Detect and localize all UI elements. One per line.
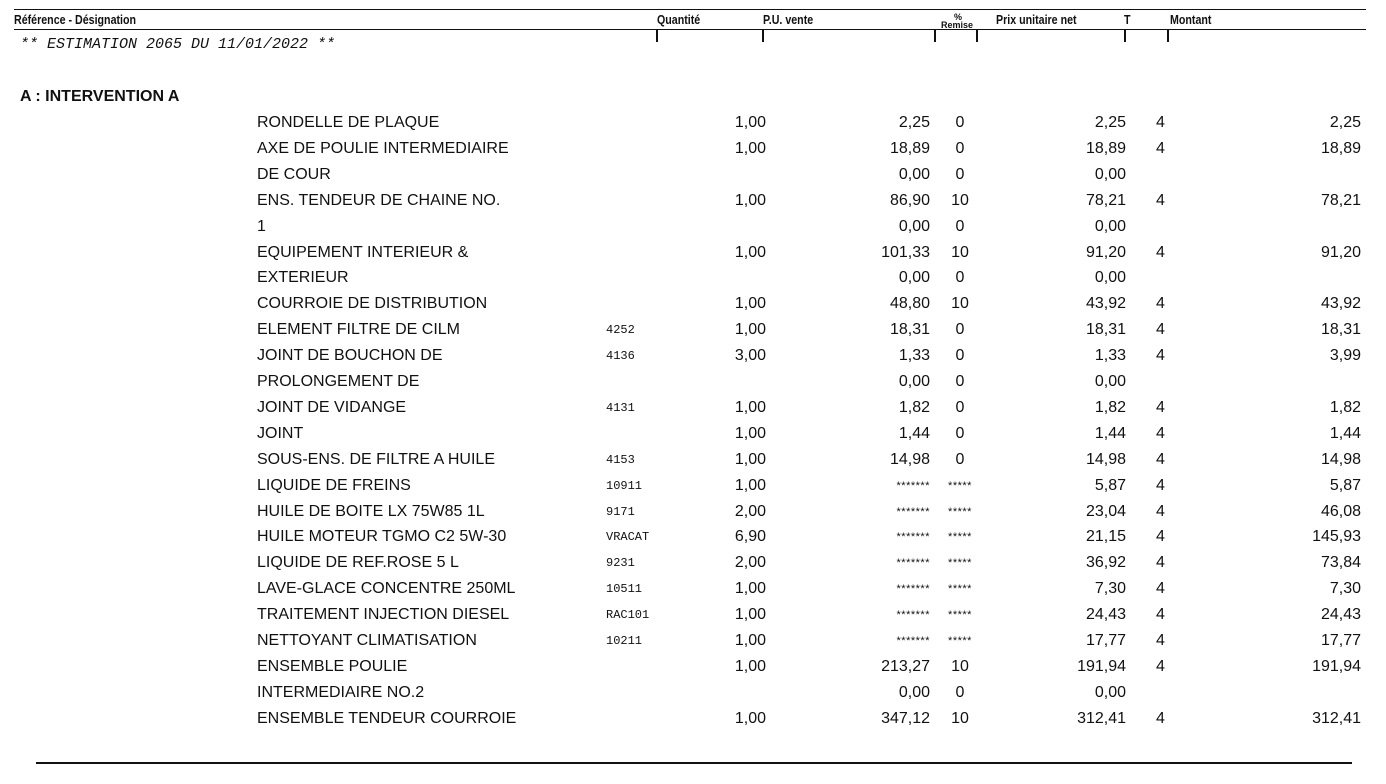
cell-tax-code: 4	[1156, 606, 1165, 624]
cell-discount: 0	[955, 424, 965, 442]
cell-designation: LIQUIDE DE FREINS	[257, 476, 411, 494]
cell-quantity: 1,00	[734, 450, 766, 468]
cell-net-unit-price: 23,04	[1085, 502, 1126, 520]
table-row	[0, 110, 1386, 136]
table-row	[0, 499, 1386, 525]
cell-quantity: 1,00	[734, 139, 766, 157]
cell-quantity: 1,00	[734, 321, 766, 339]
cell-designation: ENS. TENDEUR DE CHAINE NO.	[257, 191, 501, 209]
table-row	[0, 576, 1386, 602]
header-montant: Montant	[1170, 12, 1212, 27]
cell-tax-code: 4	[1156, 398, 1165, 416]
cell-net-unit-price: 24,43	[1085, 606, 1126, 624]
cell-net-unit-price: 36,92	[1085, 554, 1126, 572]
cell-unit-price: 1,82	[898, 398, 930, 416]
cell-amount: 3,99	[1329, 347, 1361, 365]
cell-unit-price: 18,89	[889, 139, 930, 157]
cell-discount: *****	[948, 479, 972, 492]
table-row	[0, 473, 1386, 499]
cell-tax-code: 4	[1156, 632, 1165, 649]
cell-tax-code: 4	[1156, 657, 1165, 675]
cell-reference-code: 9231	[606, 556, 635, 571]
cell-unit-price: *******	[896, 635, 930, 647]
cell-reference-code: VRACAT	[606, 530, 650, 545]
cell-quantity: 2,00	[734, 554, 766, 572]
cell-amount: 14,98	[1320, 450, 1361, 468]
cell-unit-price: 0,00	[898, 165, 930, 183]
cell-amount: 1,44	[1329, 424, 1361, 442]
cell-tax-code: 4	[1156, 450, 1165, 468]
column-tick	[934, 29, 936, 42]
cell-designation: COURROIE DE DISTRIBUTION	[257, 295, 488, 313]
cell-designation: PROLONGEMENT DE	[257, 373, 420, 390]
cell-designation: LAVE-GLACE CONCENTRE 250ML	[257, 580, 516, 598]
cell-amount: 5,87	[1329, 476, 1361, 494]
cell-amount: 73,84	[1320, 554, 1361, 572]
cell-net-unit-price: 91,20	[1085, 243, 1126, 261]
table-row	[0, 706, 1386, 732]
cell-discount: 0	[955, 398, 965, 416]
cell-designation: ENSEMBLE POULIE	[257, 657, 408, 675]
table-row	[0, 524, 1386, 550]
cell-quantity: 1,00	[734, 424, 766, 442]
table-row	[0, 628, 1386, 654]
cell-amount: 18,31	[1320, 321, 1361, 339]
cell-net-unit-price: 1,44	[1094, 424, 1126, 442]
table-row	[0, 291, 1386, 317]
cell-unit-price: *******	[896, 557, 930, 570]
cell-tax-code: 4	[1156, 114, 1165, 131]
column-tick	[656, 29, 658, 42]
cell-net-unit-price: 7,30	[1094, 580, 1126, 598]
cell-unit-price: 18,31	[889, 321, 930, 339]
column-tick	[1167, 29, 1169, 42]
cell-quantity: 6,90	[734, 528, 766, 546]
header-remise: Remise	[941, 20, 974, 30]
top-rule	[14, 9, 1366, 10]
cell-net-unit-price: 21,15	[1085, 528, 1126, 546]
cell-tax-code: 4	[1156, 191, 1165, 209]
cell-amount: 17,77	[1320, 632, 1361, 649]
cell-unit-price: 213,27	[881, 657, 930, 675]
cell-designation: LIQUIDE DE REF.ROSE 5 L	[257, 554, 459, 572]
cell-tax-code: 4	[1156, 528, 1165, 546]
cell-tax-code	[1156, 162, 1172, 188]
cell-designation: INTERMEDIAIRE NO.2	[257, 683, 425, 701]
table-row	[0, 395, 1386, 421]
cell-quantity: 1,00	[734, 632, 766, 649]
cell-quantity: 1,00	[734, 295, 766, 313]
table-row	[0, 680, 1386, 706]
cell-discount: 0	[955, 683, 965, 701]
cell-discount: *****	[948, 557, 972, 570]
estimation-line: ** ESTIMATION 2065 DU 11/01/2022 **	[20, 36, 336, 53]
cell-net-unit-price: 78,21	[1085, 191, 1126, 209]
cell-reference-code: 4252	[606, 323, 635, 338]
table-row	[0, 421, 1386, 447]
cell-discount: 10	[951, 709, 969, 727]
cell-unit-price: 0,00	[898, 683, 930, 701]
table-row	[0, 343, 1386, 369]
cell-unit-price: *******	[896, 583, 930, 596]
cell-net-unit-price: 0,00	[1094, 683, 1126, 701]
cell-unit-price: 101,33	[881, 243, 930, 261]
cell-discount: 0	[955, 217, 965, 235]
cell-designation: NETTOYANT CLIMATISATION	[257, 632, 477, 649]
cell-tax-code: 4	[1156, 502, 1165, 520]
cell-amount: 145,93	[1312, 528, 1361, 546]
cell-discount: *****	[948, 583, 972, 596]
column-tick	[762, 29, 764, 42]
cell-tax-code	[1156, 680, 1172, 706]
cell-reference-code: 9171	[606, 504, 635, 519]
cell-designation: EXTERIEUR	[257, 269, 349, 287]
cell-discount: 0	[955, 114, 965, 131]
cell-unit-price: 347,12	[881, 709, 930, 727]
cell-quantity: 1,00	[734, 114, 766, 131]
cell-tax-code	[1156, 369, 1172, 395]
table-row	[0, 447, 1386, 473]
table-row	[0, 136, 1386, 162]
cell-discount: 0	[955, 373, 965, 390]
cell-designation: JOINT DE VIDANGE	[257, 398, 407, 416]
cell-designation: ELEMENT FILTRE DE CILM	[257, 321, 460, 339]
cell-quantity: 1,00	[734, 191, 766, 209]
cell-unit-price: *******	[896, 479, 930, 492]
cell-quantity	[700, 214, 766, 240]
cell-discount: 0	[955, 139, 965, 157]
cell-quantity: 1,00	[734, 476, 766, 494]
cell-tax-code: 4	[1156, 295, 1165, 313]
cell-discount: *****	[948, 531, 972, 544]
cell-amount: 91,20	[1320, 243, 1361, 261]
cell-unit-price: *******	[896, 609, 930, 622]
cell-quantity	[700, 265, 766, 291]
cell-tax-code: 4	[1156, 139, 1165, 157]
cell-net-unit-price: 18,31	[1085, 321, 1126, 339]
cell-amount: 43,92	[1320, 295, 1361, 313]
header-t: T	[1124, 12, 1131, 27]
cell-designation: ENSEMBLE TENDEUR COURROIE	[257, 709, 517, 727]
cell-amount	[1250, 162, 1361, 188]
cell-discount: *****	[948, 505, 972, 518]
cell-quantity: 2,00	[734, 502, 766, 520]
cell-amount	[1250, 369, 1361, 395]
cell-unit-price: *******	[896, 505, 930, 518]
cell-discount: 0	[955, 165, 965, 183]
cell-designation: JOINT DE BOUCHON DE	[257, 347, 443, 365]
cell-discount: 10	[951, 657, 969, 675]
cell-unit-price: 48,80	[889, 295, 930, 313]
cell-quantity: 3,00	[734, 347, 766, 365]
cell-designation: JOINT	[257, 424, 304, 442]
cell-net-unit-price: 191,94	[1077, 657, 1126, 675]
header-rule	[14, 29, 1366, 30]
column-tick	[976, 29, 978, 42]
table-row	[0, 654, 1386, 680]
cell-designation: DE COUR	[257, 165, 331, 183]
column-tick	[1124, 29, 1126, 42]
cell-net-unit-price: 5,87	[1094, 476, 1126, 494]
cell-tax-code	[1156, 214, 1172, 240]
cell-amount	[1250, 265, 1361, 291]
cell-amount: 46,08	[1320, 502, 1361, 520]
cell-unit-price: 0,00	[898, 269, 930, 287]
cell-net-unit-price: 2,25	[1094, 114, 1126, 131]
table-row	[0, 214, 1386, 240]
cell-discount: 0	[955, 321, 965, 339]
header-quantite: Quantité	[657, 12, 701, 27]
cell-discount: *****	[948, 609, 972, 622]
cell-net-unit-price: 1,82	[1094, 398, 1126, 416]
table-row	[0, 240, 1386, 266]
cell-amount: 18,89	[1320, 139, 1361, 157]
cell-quantity: 1,00	[734, 398, 766, 416]
cell-quantity: 1,00	[734, 243, 766, 261]
cell-quantity	[700, 680, 766, 706]
header-reference: Référence - Désignation	[14, 12, 137, 27]
cell-net-unit-price: 43,92	[1085, 295, 1126, 313]
cell-tax-code: 4	[1156, 424, 1165, 442]
cell-tax-code: 4	[1156, 321, 1165, 339]
cell-net-unit-price: 0,00	[1094, 373, 1126, 390]
cell-tax-code: 4	[1156, 347, 1165, 365]
cell-tax-code: 4	[1156, 554, 1165, 572]
cell-discount: *****	[948, 635, 972, 647]
cell-designation: 1	[257, 217, 266, 235]
table-row	[0, 162, 1386, 188]
cell-quantity: 1,00	[734, 606, 766, 624]
table-row	[0, 550, 1386, 576]
cell-quantity: 1,00	[734, 580, 766, 598]
cell-designation: AXE DE POULIE INTERMEDIAIRE	[257, 139, 509, 157]
cell-discount: 10	[951, 191, 969, 209]
cell-designation: EQUIPEMENT INTERIEUR &	[257, 243, 469, 261]
cell-discount: 10	[951, 295, 969, 313]
cell-tax-code: 4	[1156, 709, 1165, 727]
cell-net-unit-price: 312,41	[1077, 709, 1126, 727]
cell-unit-price: 0,00	[898, 217, 930, 235]
cell-discount: 0	[955, 269, 965, 287]
cell-net-unit-price: 0,00	[1094, 217, 1126, 235]
cell-quantity	[700, 162, 766, 188]
cell-unit-price: 0,00	[898, 373, 930, 390]
cell-unit-price: 14,98	[889, 450, 930, 468]
table-row	[0, 602, 1386, 628]
table-row	[0, 265, 1386, 291]
cell-quantity: 1,00	[734, 709, 766, 727]
cell-net-unit-price: 0,00	[1094, 269, 1126, 287]
cell-net-unit-price: 18,89	[1085, 139, 1126, 157]
cell-designation: HUILE MOTEUR TGMO C2 5W-30	[257, 528, 507, 546]
cell-unit-price: 1,44	[898, 424, 930, 442]
cell-amount: 2,25	[1329, 114, 1361, 131]
cell-designation: RONDELLE DE PLAQUE	[257, 114, 440, 131]
cell-reference-code: 4153	[606, 452, 635, 467]
cell-net-unit-price: 1,33	[1094, 347, 1126, 365]
cell-net-unit-price: 14,98	[1085, 450, 1126, 468]
cell-unit-price: 1,33	[898, 347, 930, 365]
cell-tax-code: 4	[1156, 243, 1165, 261]
cell-reference-code: 10511	[606, 582, 643, 597]
header-remise-symbol: %	[954, 12, 963, 22]
header-pu-vente: P.U. vente	[763, 12, 814, 27]
cell-amount: 191,94	[1312, 657, 1361, 675]
cell-unit-price: *******	[896, 531, 930, 544]
cell-unit-price: 86,90	[889, 191, 930, 209]
bottom-rule	[36, 762, 1352, 764]
cell-designation: TRAITEMENT INJECTION DIESEL	[257, 606, 510, 624]
cell-tax-code	[1156, 265, 1172, 291]
cell-discount: 0	[955, 450, 965, 468]
cell-amount: 24,43	[1320, 606, 1361, 624]
section-title: A : INTERVENTION A	[20, 88, 180, 105]
cell-amount	[1250, 214, 1361, 240]
cell-amount: 1,82	[1329, 398, 1361, 416]
cell-quantity	[700, 369, 766, 395]
cell-amount	[1250, 680, 1361, 706]
table-row	[0, 188, 1386, 214]
cell-reference-code: RAC101	[606, 608, 650, 623]
header-prix-net: Prix unitaire net	[996, 12, 1077, 27]
cell-tax-code: 4	[1156, 580, 1165, 598]
cell-net-unit-price: 17,77	[1085, 632, 1126, 649]
cell-tax-code: 4	[1156, 476, 1165, 494]
cell-quantity: 1,00	[734, 657, 766, 675]
cell-unit-price: 2,25	[898, 114, 930, 131]
cell-discount: 10	[951, 243, 969, 261]
cell-designation: HUILE DE BOITE LX 75W85 1L	[257, 502, 485, 520]
cell-reference-code: 4131	[606, 400, 635, 415]
cell-designation: SOUS-ENS. DE FILTRE A HUILE	[257, 450, 495, 468]
cell-amount: 312,41	[1312, 709, 1361, 727]
cell-net-unit-price: 0,00	[1094, 165, 1126, 183]
cell-amount: 78,21	[1320, 191, 1361, 209]
cell-amount: 7,30	[1329, 580, 1361, 598]
table-row	[0, 317, 1386, 343]
cell-reference-code: 4136	[606, 349, 635, 364]
cell-reference-code: 10911	[606, 478, 643, 493]
cell-discount: 0	[955, 347, 965, 365]
table-row	[0, 369, 1386, 395]
cell-reference-code: 10211	[606, 634, 643, 648]
